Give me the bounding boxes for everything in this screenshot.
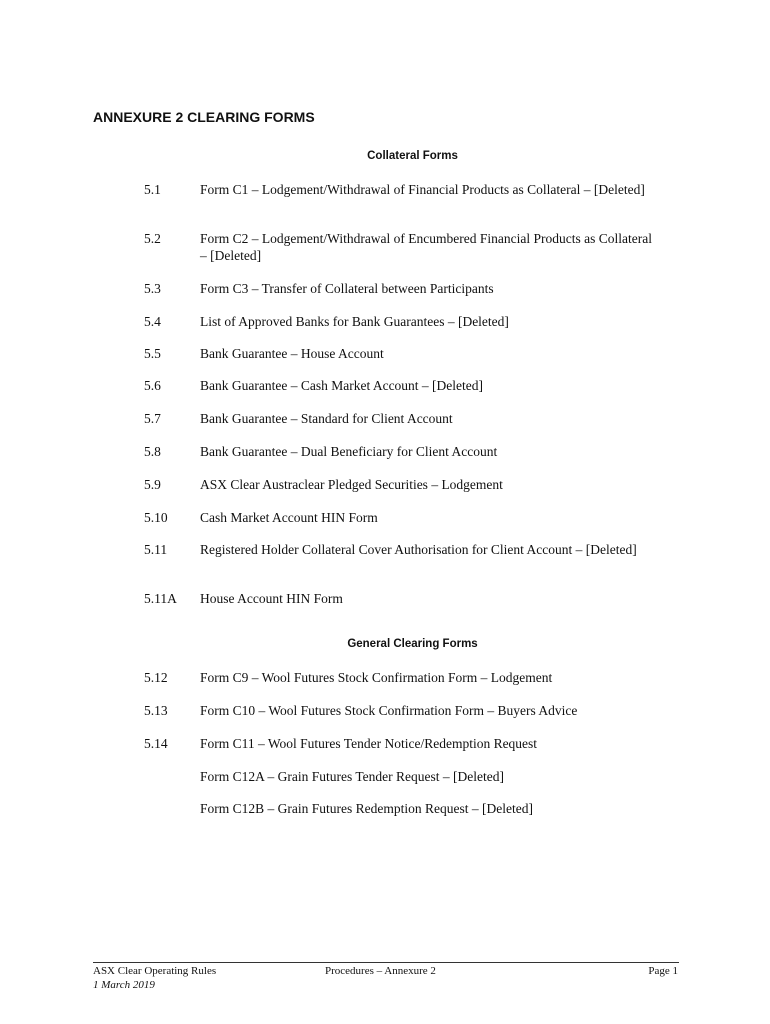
item-text: Form C2 – Lodgement/Withdrawal of Encumbered Financial Products as Collateral – [Deleted]	[200, 231, 652, 263]
item-number: 5.5	[144, 346, 161, 361]
item-number: 5.4	[144, 314, 161, 329]
item-number: 5.3	[144, 281, 161, 296]
item-text: ASX Clear Austraclear Pledged Securities – Lodgement	[200, 477, 503, 492]
item-text: Registered Holder Collateral Cover Authorisation for Client Account – [Deleted]	[200, 542, 637, 557]
item-text: Form C3 – Transfer of Collateral between Participants	[200, 281, 494, 296]
footer-page-number: Page 1	[648, 965, 678, 977]
footer-document-name: ASX Clear Operating Rules	[93, 965, 217, 977]
item-number: 5.11A	[144, 591, 177, 606]
item-text: Form C1 – Lodgement/Withdrawal of Financial Products as Collateral – [Deleted]	[200, 182, 645, 197]
item-text: Form C12B – Grain Futures Redemption Request – [Deleted]	[200, 801, 533, 816]
item-text: Form C10 – Wool Futures Stock Confirmation Form – Buyers Advice	[200, 703, 578, 718]
general-clearing-forms-title: General Clearing Forms	[347, 638, 478, 650]
item-text: Form C11 – Wool Futures Tender Notice/Redemption Request	[200, 736, 538, 751]
item-text: List of Approved Banks for Bank Guarantees – [Deleted]	[200, 314, 509, 329]
item-text: Form C9 – Wool Futures Stock Confirmation Form – Lodgement	[200, 670, 553, 685]
item-text: Cash Market Account HIN Form	[200, 510, 378, 525]
item-number: 5.14	[144, 736, 168, 751]
item-number: 5.1	[144, 182, 161, 197]
item-text: Bank Guarantee – Standard for Client Account	[200, 411, 453, 426]
item-number: 5.11	[144, 542, 168, 557]
item-number: 5.9	[144, 477, 161, 492]
item-number: 5.12	[144, 670, 168, 685]
item-number: 5.13	[144, 703, 168, 718]
item-text: Bank Guarantee – Dual Beneficiary for Client Account	[200, 444, 498, 459]
item-text: House Account HIN Form	[200, 591, 343, 606]
item-number: 5.6	[144, 378, 161, 393]
footer-section: Procedures – Annexure 2	[325, 965, 436, 977]
annexure-heading: ANNEXURE 2 CLEARING FORMS	[93, 109, 315, 125]
item-number: 5.10	[144, 510, 168, 525]
item-text: Form C12A – Grain Futures Tender Request – [Deleted]	[200, 769, 505, 784]
item-text: Bank Guarantee – House Account	[200, 346, 384, 361]
item-number: 5.2	[144, 231, 161, 246]
item-number: 5.7	[144, 411, 161, 426]
footer-date: 1 March 2019	[93, 979, 155, 991]
item-number: 5.8	[144, 444, 161, 459]
collateral-forms-title: Collateral Forms	[367, 150, 458, 162]
footer-divider	[93, 962, 679, 963]
item-text: Bank Guarantee – Cash Market Account – [Deleted]	[200, 378, 484, 393]
